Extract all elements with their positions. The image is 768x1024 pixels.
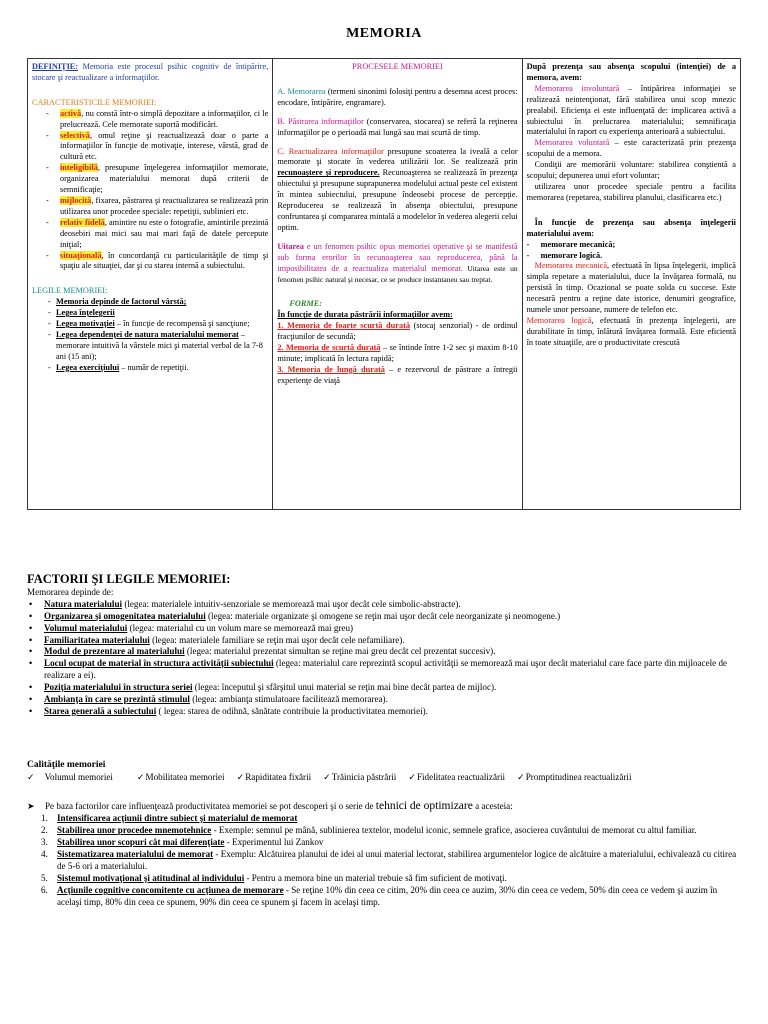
factors-list — [27, 599, 741, 718]
characteristic-item — [32, 196, 268, 218]
process-c-bold: recunoaştere şi reproducere. — [277, 168, 380, 178]
technique-key: Stabilirea unor scopuri cât mai diferenţiate — [57, 837, 225, 847]
technique-number: 2. — [41, 825, 48, 835]
characteristic-text: , în concordanţă cu particularităţile de timp şi spaţiu ale situaţiei, dar şi cu starea internă a subiectului. — [60, 250, 269, 271]
law-item — [48, 308, 268, 319]
characteristic-key: relativ fidelă — [60, 217, 105, 227]
technique-text: - Exemplu: Alcătuirea planului de idei al unui material lectorat, stabilirea argumentelor logice de alcătuire a materialului, echivalează cu citirea de 5-6 ori a materialului. — [57, 849, 737, 871]
factors-intro: Memorarea depinde de: — [27, 586, 114, 597]
voluntary-text: – este caracterizată prin prezenţa scopului de a memora. — [526, 138, 736, 159]
factor-item — [27, 658, 741, 682]
factor-key: Poziţia materialului în structura seriei — [44, 682, 193, 693]
forms-title: FORME: — [289, 299, 323, 309]
technique-key: Acţiunile cognitive concomitente cu acţiunea de memorare — [57, 885, 284, 895]
factor-text: (legea: ambianţa stimulatoare facilitează memorarea). — [189, 694, 388, 705]
involuntary-text: – întipărirea informaţiei se realizează neintenţionat, fără stabilirea unui scop mnezic prealabil. Eficienţa ei este influenţată de: implicarea activă a subiectului în prelucrarea materialului; semnificaţia materialului în raport cu experienţa anterioară a subiectului. — [526, 83, 736, 137]
factor-item — [27, 599, 741, 611]
factor-text: (legea: materialele familiare se reţin mai uşor decât cele nefamiliare). — [149, 634, 405, 645]
characteristics-title: CARACTERISTICILE MEMORIEI: — [32, 97, 157, 107]
technique-text: - Pentru a memora bine un material trebuie să fim suficient de motivaţi. — [244, 873, 507, 883]
characteristic-item — [32, 163, 268, 196]
characteristic-text: , fixarea, păstrarea şi reactualizarea se realizează prin utilizarea unor procedee speciale: repetiţii, sublinieri etc. — [60, 195, 269, 216]
technique-number: 5. — [41, 873, 48, 883]
technique-key: Sistematizarea materialului de memorat — [57, 849, 214, 859]
forgetting — [277, 242, 517, 286]
quality-item — [517, 772, 637, 783]
characteristic-key: selectivă — [60, 130, 90, 140]
quality-label: Mobilitatea memoriei — [145, 772, 225, 782]
technique-number: 6. — [41, 885, 48, 895]
form-item — [277, 321, 517, 343]
mechanical — [527, 261, 736, 316]
factor-text: (legea: materialul care reprezintă scopul activităţii se memorează mai uşor decât materialul care face parte din mijloacele de realizare a ei). — [44, 658, 728, 681]
process-a-label: A. Memorarea — [277, 86, 326, 96]
mechanical-text: , efectuată în lipsa înţelegerii, implică simpla repetare a materialului, duce la învăţarea formală, nu persistă în timp. Ocazional se poate solda cu succese. Este necesară pentru a reţine date istorice, denumiri geografice, numele unor persoane, numere de telefon etc. — [526, 261, 736, 315]
definition-label: DEFINIŢIE: — [32, 62, 79, 71]
technique-number: 3. — [41, 837, 48, 847]
page-title: MEMORIA — [346, 26, 422, 41]
forgetting-label: Uitarea — [277, 241, 304, 251]
logical — [527, 316, 736, 349]
characteristic-key: activă — [60, 108, 82, 118]
law-text: – în funcţie de recompensă şi sancţiune; — [114, 319, 250, 329]
characteristic-item — [32, 131, 268, 164]
characteristic-text: , presupune înţelegerea informaţiilor memorate, organizarea materialului memorat după criterii de semnificaţie; — [60, 163, 269, 195]
law-text: – număr de repetiţii. — [119, 362, 189, 372]
quality-label: Volumul memoriei — [44, 772, 113, 782]
technique-key: Sistemul motivaţional şi atitudinal al individului — [57, 873, 245, 883]
form-text: (stocaj senzorial) - de ordinul fracţiunilor de secundă; — [277, 321, 518, 342]
types-intro: După prezenţa sau absenţa scopului (intenţiei) de a memora, avem: — [526, 62, 736, 82]
voluntary — [527, 138, 736, 160]
column-types — [523, 59, 740, 509]
techniques-intro-big: tehnici de optimizare — [375, 800, 473, 812]
characteristic-text: , omul reţine şi reactualizează doar o parte a informaţiilor în funcţie de motivaţie, interese, vârstă, grad de cultură etc. — [60, 130, 269, 162]
factor-text: (legea: materialele intuitiv-senzoriale se memorează mai uşor decât cele simbolic-abstracte). — [122, 598, 461, 609]
process-c-label: C. Reactualizarea informaţiilor — [277, 146, 384, 156]
quality-label: Promptitudinea reactualizării — [525, 772, 632, 782]
checkmark-icon: ✓ — [408, 772, 416, 782]
factors-section — [27, 574, 741, 718]
factor-text: ( legea: starea de odihnă, sănătate contribuie la productivitatea memoriei). — [156, 705, 428, 716]
law-key: Legea motivaţiei — [56, 319, 115, 329]
factor-item — [27, 635, 741, 647]
form-item — [277, 365, 517, 387]
quality-label: Rapiditatea fixării — [245, 772, 312, 782]
quality-item — [27, 772, 119, 783]
quality-label: Fidelitatea reactualizării — [416, 772, 506, 782]
quality-item — [137, 772, 231, 783]
law-item — [48, 363, 268, 374]
factor-key: Locul ocupat de material în structura activităţii subiectului — [44, 658, 274, 669]
form-item — [277, 343, 517, 365]
technique-item — [27, 824, 741, 836]
checkmark-icon: ✓ — [136, 772, 145, 782]
form-label: 1. Memoria de foarte scurtă durată — [277, 321, 411, 331]
involuntary — [527, 84, 736, 139]
process-b — [277, 117, 517, 139]
voluntary-label: Memorarea voluntară — [534, 138, 610, 148]
mechanical-label: Memorarea mecanică — [534, 261, 608, 271]
factors-title: FACTORII ŞI LEGILE MEMORIEI: — [27, 572, 231, 586]
factor-item — [27, 694, 741, 706]
factor-item — [27, 611, 741, 623]
law-item — [48, 319, 268, 330]
technique-number: 4. — [41, 849, 48, 859]
techniques-intro-2: a acesteia: — [472, 801, 513, 811]
forms-intro: În funcţie de durata păstrării informaţiilor avem: — [277, 310, 453, 320]
process-c-text1: presupune scoaterea la iveală a celor memorate şi stocate în vederea utilizării lor. Se realizează prin — [277, 146, 518, 167]
techniques-intro — [27, 800, 741, 812]
technique-item — [27, 848, 741, 872]
form-label: 2. Memoria de scurtă durată — [277, 343, 381, 353]
factor-item — [27, 682, 741, 694]
law-key: Legea exerciţiului — [56, 362, 120, 372]
technique-text: - Exemple: semnul pe mână, sublinierea textelor, modelul iconic, semnele grafice, asocierea cuvântului de memorat cu altul familiar. — [211, 825, 697, 835]
factor-text: (legea: materialul cu un volum mare se memorează mai greu) — [127, 622, 354, 633]
qualities-row — [27, 772, 741, 783]
technique-item — [27, 836, 741, 848]
techniques-list — [27, 812, 741, 908]
processes-title: PROCESELE MEMORIEI — [352, 62, 443, 71]
law-key: Legea înţelegerii — [56, 308, 115, 318]
process-c — [277, 147, 517, 234]
forms-list — [277, 321, 517, 386]
characteristic-item — [32, 218, 268, 251]
law-key: Legea dependenţei de natura materialului memorat — [56, 329, 239, 339]
technique-item — [27, 884, 741, 908]
form-text: – e rezervorul de păstrare a întregii experienţe de viaţă — [277, 364, 518, 385]
laws-list — [32, 297, 268, 373]
quality-item — [408, 772, 511, 783]
forgetting-text1: e un fenomen psihic opus memoriei operative şi se manifestă sub forma erorilor în recunoaşterea sau reproducerea, până la imposibilitatea de a reactualiza materialul memorat. — [277, 241, 518, 273]
technique-key: Stabilirea unor procedee mnemotehnice — [57, 825, 212, 835]
characteristics-list — [32, 109, 268, 273]
technique-item — [27, 812, 741, 824]
factor-key: Starea generală a subiectului — [44, 705, 157, 716]
techniques-section — [27, 800, 741, 908]
characteristic-key: inteligibilă — [60, 163, 98, 173]
voluntary-conditions-1: Condiţii are memorării voluntare: stabilirea conştientă a scopului; depunerea unui efort voluntar; — [526, 160, 736, 181]
characteristic-key: situaţională — [60, 250, 102, 260]
factor-key: Familiaritatea materialului — [44, 634, 150, 645]
factor-text: (legea: materiale organizate şi omogene se reţin mai uşor decât cele neorganizate şi neomogene.) — [205, 610, 561, 621]
factor-key: Natura materialului — [44, 598, 123, 609]
logical-label: Memorarea logică — [526, 315, 592, 325]
characteristic-item — [32, 251, 268, 273]
techniques-intro-1: Pe baza factorilor care influenţează productivitatea memoriei se pot descoperi şi o serie de — [45, 801, 376, 811]
quality-label: Trăinicia păstrării — [331, 772, 397, 782]
process-b-label: B. Păstrarea informaţiilor — [277, 116, 364, 126]
factor-item — [27, 623, 741, 635]
laws-title: LEGILE MEMORIEI: — [32, 286, 108, 296]
logical-text: , efectuată în prezenţa înţelegerii, are durabilitate în timp, înlătură învăţarea formală. Este eficientă în toate situaţiile, are o productivitate crescută — [526, 315, 736, 347]
law-item — [48, 330, 268, 363]
definition — [32, 62, 268, 84]
factor-key: Modul de prezentare al materialului — [44, 646, 185, 657]
law-item — [48, 297, 268, 308]
checkmark-icon: ✓ — [517, 772, 525, 782]
process-a-text: (termeni sinonimi folosiţi pentru a desemna acest proces: encodare, întipărire, engramare). — [277, 86, 518, 107]
factor-key: Volumul materialului — [44, 622, 128, 633]
law-key: Memoria depinde de factorul vârstă; — [56, 297, 187, 307]
qualities-title: Calităţile memoriei — [27, 760, 106, 770]
arrow-icon: ➤ — [27, 801, 35, 811]
factor-key: Organizarea şi omogenitatea materialului — [44, 610, 206, 621]
law-text: – memorare intuitivă la vârstele mici şi material verbal de la 7-8 ani (15 ani); — [56, 329, 263, 361]
factor-key: Ambianţa în care se prezintă stimulul — [44, 694, 190, 705]
factor-text: (legea: materialul prezentat simultan se reţine mai greu decât cel prezentat succesiv). — [184, 646, 496, 657]
technique-text: - Se reţine 10% din ceea ce citim, 20% din ceea ce auzim, 30% din ceea ce vedem, 50% din ceea ce vedem şi auzim în acelaşi timp, 80% din ceea ce spunem, 90% din ceea ce spunem şi facem în acelaşi timp. — [57, 885, 718, 907]
understanding-intro: În funcţie de prezenţa sau absenţa înţelegerii materialului avem: — [526, 217, 736, 238]
technique-text: - Experimentul lui Zankov — [224, 837, 324, 847]
technique-key: Intensificarea acţiunii dintre subiect şi materialul de memorat — [57, 813, 298, 823]
characteristic-text: , nu constă într-o simplă depozitare a informaţiilor, ci le prelucrează. Cele memorate suportă modificări. — [60, 108, 269, 129]
quality-item — [237, 772, 318, 783]
process-c-text2: Recunoaşterea se realizează în prezenţa obiectului şi presupune suprapunerea modelului actual peste cel existent în mintea subiectului, presupune îndeosebi procese de percepţie. Reproducerea se realizează în absenţa obiectului, presupune confruntarea şi compararea mintală a modelelor în vederea alegerii celui optim. — [277, 168, 518, 232]
understanding-item: - memorare logică. — [523, 251, 736, 262]
understanding-list — [523, 240, 736, 262]
characteristic-key: mijlocită — [60, 195, 92, 205]
column-processes — [273, 59, 522, 509]
process-a — [277, 87, 517, 109]
quality-item — [323, 772, 402, 783]
involuntary-label: Memorarea involuntară — [534, 83, 620, 93]
characteristic-text: , amintire nu este o fotografie, amintirile prezintă deosebiri mai mici sau mai mari faţă de datele percepute iniţial; — [60, 217, 269, 249]
characteristic-item — [32, 109, 268, 131]
understanding-item: - memorare mecanică; — [523, 240, 736, 251]
checkmark-icon: ✓ — [323, 772, 331, 782]
form-text: – se întinde între 1-2 sec şi maxim 8-10 minute; implicată în lectura rapidă; — [277, 343, 518, 363]
voluntary-conditions-2: utilizarea unor procedee speciale pentru a facilita memorarea (repetarea, stabilirea planului, clasificarea etc.) — [526, 181, 736, 202]
checkmark-icon: ✓ — [27, 772, 35, 782]
column-definitions — [28, 59, 273, 509]
forgetting-text2: Uitarea este un fenomen psihic natural şi necesar, ce se produce instantaneu sau treptat. — [277, 263, 518, 284]
memory-table — [27, 58, 741, 510]
factor-item — [27, 646, 741, 658]
factor-text: (legea: începutul şi sfârşitul unui material se reţin mai bine decât partea de mijloc). — [192, 682, 497, 693]
definition-text: Memoria este procesul psihic cognitiv de întipărire, stocare şi reactualizare a informaţiilor. — [32, 62, 269, 82]
technique-number: 1. — [41, 813, 48, 823]
form-label: 3. Memoria de lungă durată — [277, 364, 385, 374]
factor-item — [27, 706, 741, 718]
technique-item — [27, 872, 741, 884]
checkmark-icon: ✓ — [236, 772, 245, 782]
process-b-text: (conservarea, stocarea) se referă la reţinerea informaţiilor pe o perioadă mai lungă sau mai scurtă de timp. — [277, 116, 518, 137]
